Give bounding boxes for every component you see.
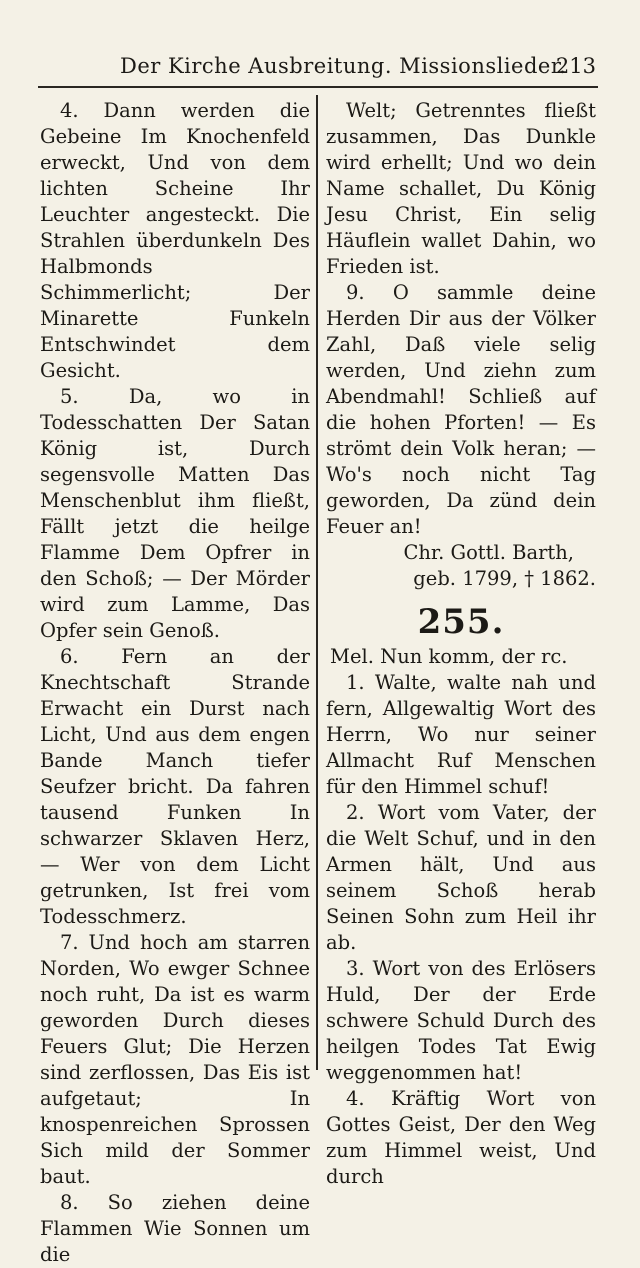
stanza: 4. Kräftig Wort von Gottes Geist, Der den Weg zum Himmel weist, Und durch <box>326 1087 596 1188</box>
page-number: 213 <box>555 54 596 78</box>
stanza: 2. Wort vom Vater, der die Welt Schuf, und in den Armen hält, Und aus seinem Schoß herab Seinen Sohn zum Heil ihr ab. <box>326 801 596 954</box>
hymn-number: 255. <box>417 602 505 642</box>
stanza: 4. Dann werden die Gebeine Im Knochenfeld erweckt, Und von dem lichten Scheine Ihr Leuchter angesteckt. Die Strahlen überdunkeln Des Halbmonds Schimmerlicht; Der Minarette Funkeln Entschwindet dem Gesicht. <box>40 99 310 382</box>
right-column <box>326 98 596 1190</box>
stanza: 5. Da, wo in Todesschatten Der Satan König ist, Durch segensvolle Matten Das Menschenblut ihm fließt, Fällt jetzt die heilge Flamme Dem Opfrer in den Schoß; — Der Mörder wird zum Lamme, Das Opfer sein Genoß. <box>40 385 310 642</box>
stanza: 3. Wort von des Erlösers Huld, Der der Erde schwere Schuld Durch des heilgen Todes Tat Ewig weggenommen hat! <box>326 957 596 1084</box>
stanza: 7. Und hoch am starren Norden, Wo ewger Schnee noch ruht, Da ist es warm geworden Durch dieses Feuers Glut; Die Herzen sind zerflossen, Das Eis ist aufgetaut; In knospenreichen Sprossen Sich mild der Sommer baut. <box>40 931 310 1188</box>
stanza: Welt; Getrenntes fließt zusammen, Das Dunkle wird erhellt; Und wo dein Name schallet, Du König Jesu Christ, Ein selig Häuflein wallet Dahin, wo Frieden ist. <box>326 99 596 278</box>
stanza: 1. Walte, walte nah und fern, Allgewaltig Wort des Herrn, Wo nur seiner Allmacht Ruf Menschen für den Himmel schuf! <box>326 671 596 798</box>
author-dates: geb. 1799, † 1862. <box>413 567 596 590</box>
header-title: Der Kirche Ausbreitung. Missionslieder. <box>120 54 567 78</box>
author-name: Chr. Gottl. Barth, <box>403 541 574 564</box>
left-column <box>40 98 310 1268</box>
column-divider <box>316 95 318 1070</box>
stanza: 6. Fern an der Knechtschaft Strande Erwacht ein Durst nach Licht, Und aus dem engen Bande Manch tiefer Seufzer bricht. Da fahren tausend Funken In schwarzer Sklaven Herz, — Wer von dem Licht getrunken, Ist frei vom Todesschmerz. <box>40 645 310 928</box>
author-attribution <box>326 540 596 592</box>
stanza: 9. O sammle deine Herden Dir aus der Völker Zahl, Daß viele selig werden, Und ziehn zum Abendmahl! Schließ auf die hohen Pforten! — Es strömt dein Volk heran; — Wo's noch nicht Tag geworden, Da zünd dein Feuer an! <box>326 281 596 538</box>
running-header <box>38 52 598 88</box>
stanza: 8. So ziehen deine Flammen Wie Sonnen um die <box>40 1191 310 1266</box>
melody-line: Mel. Nun komm, der rc. <box>330 645 568 668</box>
